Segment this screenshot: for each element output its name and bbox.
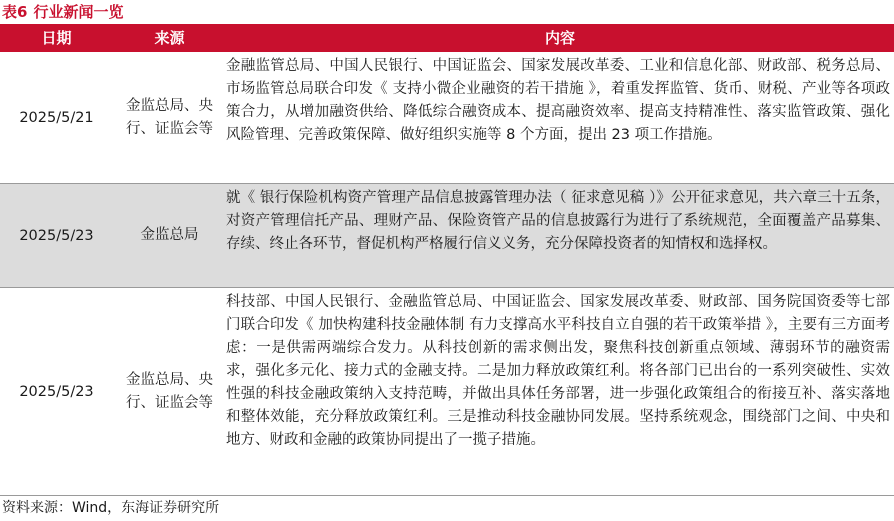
row-source-text: 金监总局、央行、证监会等 [126,97,213,137]
row-source-text: 金监总局 [140,227,199,243]
row-content [226,52,890,183]
table-row [0,184,894,288]
row-source [113,184,226,287]
row-content [226,288,890,495]
header-content: 内容 [544,29,575,47]
row-source-text: 金监总局、央行、证监会等 [126,371,213,411]
row-content-text: 就《 银行保险机构资产管理产品信息披露管理办法（ 征求意见稿 ）》公开征求意见，共六章三十五条，对资产管理信托产品、理财产品、保险资管产品的信息披露行为进行了系统规范，全面覆盖产品募集、存续、终止各环节，督促机构严格履行信义义务，充分保障投资者的知情权和选择权。 [226,190,890,252]
table-row [0,52,894,184]
row-date: 2025/5/23 [19,227,94,244]
row-content-text: 科技部、中国人民银行、金融监管总局、中国证监会、国家发展改革委、财政部、国务院国资委等七部门联合印发《 加快构建科技金融体制 有力支撑高水平科技自立自强的若干政策举措 》，主要有三方面考虑：一是供需两端综合发力。从科技创新的需求侧出发，聚焦科技创新重点领域、薄弱环节的融资需求，强化多元化、接力式的金融支持。二是加力释放政策红利。将各部门已出台的一系列突破性、实效性强的科技金融政策纳入支持范畴，并做出具体任务部署，进一步强化政策组合的衔接互补、落实落地和整体效能，充分释放政策红利。三是推动科技金融协同发展。坚持系统观念，围绕部门之间、中央和地方、财政和金融的政策协同提出了一揽子措施。 [226,294,890,448]
header-source: 来源 [154,29,185,47]
source-note: 资料来源：Wind，东海证券研究所 [2,500,220,516]
table-header [0,24,894,52]
table-row [0,288,894,496]
table-number: 表6 [2,3,28,21]
row-date: 2025/5/21 [19,109,94,126]
table-title-text: 行业新闻一览 [33,3,124,21]
row-content [226,184,890,287]
row-source [113,52,226,183]
row-source [113,288,226,495]
header-date: 日期 [41,29,72,47]
row-date: 2025/5/23 [19,383,94,400]
table-title [2,2,123,22]
row-content-text: 金融监管总局、中国人民银行、中国证监会、国家发展改革委、工业和信息化部、财政部、税务总局、市场监管总局联合印发《 支持小微企业融资的若干措施 》，着重发挥监管、货币、财税、产业等各项政策合力，从增加融资供给、降低综合融资成本、提高融资效率、提高支持精准性、落实监管政策、强化风险管理、完善政策保障、做好组织实施等 8 个方面，提出 23 项工作措施。 [226,58,890,143]
